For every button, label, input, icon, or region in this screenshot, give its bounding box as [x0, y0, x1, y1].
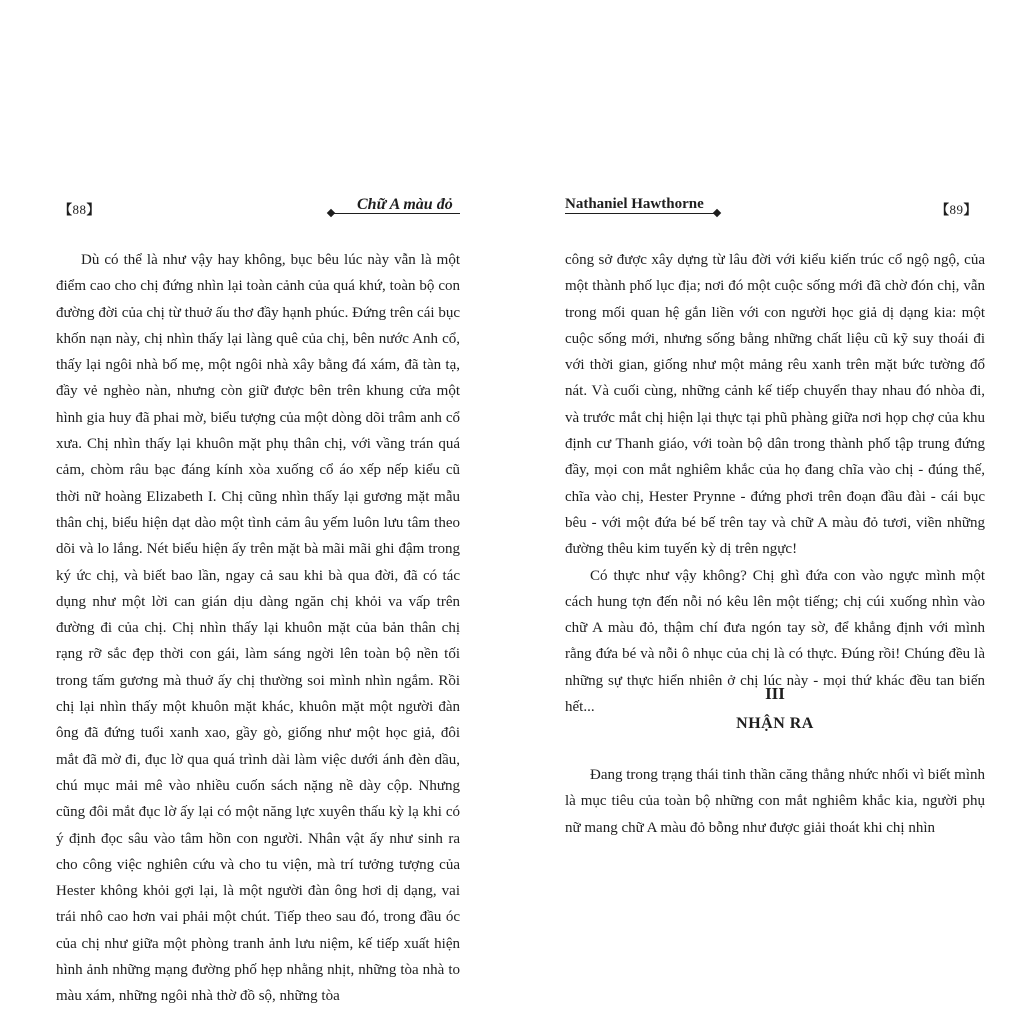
chapter-opening-paragraph: Đang trong trạng thái tinh thần căng thẳng nhức nhối vì biết mình là mục tiêu của toàn bộ những con mắt nghiêm khắc kia, người phụ nữ mang chữ A màu đỏ bỗng như được giải thoát khi chị nhìn: [565, 767, 985, 836]
header-rule-left: [330, 213, 460, 214]
paragraph-question: Có thực như vậy không? Chị ghì đứa con vào ngực mình một cách hung tợn đến nỗi nó kêu lên một tiếng; chị cúi xuống nhìn vào chữ A màu đỏ, thậm chí đưa ngón tay sờ, để khẳng định với mình rằng đứa bé và nỗi ô nhục của chị là có thực. Đúng rồi! Chúng đều là những sự thực hiển nhiên ở chị lúc này - mọi thứ khác đều tan biến hết...: [565, 567, 985, 716]
paragraph-continuation: công sở được xây dựng từ lâu đời với kiểu kiến trúc cổ ngộ ngộ, của một thành phố lục địa; nơi đó một cuộc sống mới đã chờ đón chị, vẫn trong mối quan hệ gắn liền với con người học giả dị dạng kia: một cuộc sống mới, nhưng sống bằng những chất liệu cũ kỹ suy thoái đi với thời gian, giống như một mảng rêu xanh trên mặt bức tường đổ nát. Và cuối cùng, những cảnh kế tiếp chuyển thay nhau đó nhòa đi, và trước mắt chị hiện lại thực tại phũ phàng giữa nơi họp chợ của khu định cư Thanh giáo, với toàn bộ dân trong thành phố tập trung đứng đầy, mọi con mắt nghiêm khắc của họ đang chĩa vào chị - đúng thế, chĩa vào chị, Hester Prynne - đứng phơi trên đoạn đầu đài - cái bục bêu - với một đứa bé bế trên tay và chữ A màu đỏ tươi, viền những đường thêu kim tuyến kỳ dị trên ngực!: [565, 252, 985, 558]
page-number-right: 【89】: [936, 202, 978, 217]
page-number-left: 【88】: [59, 202, 101, 217]
page-number-left-value: 88: [72, 202, 87, 217]
right-page-body-top: [565, 247, 985, 720]
header-rule-right: [565, 213, 715, 214]
left-page-body-text: Dù có thể là như vậy hay không, bục bêu lúc này vẫn là một điểm cao cho chị đứng nhìn lại toàn cảnh của quá khứ, toàn bộ con đường đời của chị từ thuở ấu thơ đầy hạnh phúc. Đứng trên cái bục khốn nạn này, chị nhìn thấy lại làng quê của chị, bên nước Anh cổ, thấy lại ngôi nhà bố mẹ, một ngôi nhà xây bằng đá xám, đã tàn tạ, đầy vẻ nghèo nàn, nhưng còn giữ được bên trên khung cửa một hình gia huy đã phai mờ, biểu tượng của một dòng dõi trâm anh cổ xưa. Chị nhìn thấy lại khuôn mặt phụ thân chị, với vầng trán quá cảm, chòm râu bạc đáng kính xòa xuống cổ áo xếp nếp kiểu cũ thời nữ hoàng Elizabeth I. Chị cũng nhìn thấy lại gương mặt mẫu thân chị, biểu hiện dạt dào một tình cảm âu yếm luôn lưu tâm theo dõi và lo lắng. Nét biểu hiện ấy trên mặt bà mãi mãi ghi đậm trong ký ức chị, và biết bao lần, ngay cả sau khi bà qua đời, đã có tác dụng như một lời can gián dịu dàng ngăn chị khỏi va vấp trên đường đi của chị. Chị nhìn thấy lại khuôn mặt của bản thân chị rạng rỡ sắc đẹp thời con gái, làm sáng ngời lên toàn bộ nền tối trong tấm gương mà thuở ấy chị thường soi mình nhìn ngắm. Rồi chị lại nhìn thấy một khuôn mặt khác, khuôn mặt một người đàn ông đã đứng tuổi xanh xao, gầy gò, giống như một học giả, đôi mắt đã mờ đi, đục lờ qua quá trình dài làm việc dưới ánh đèn dầu, chú mục mải mê vào nhiều cuốn sách nặng nề dày cộp. Nhưng cũng đôi mắt đục lờ ấy lại có một năng lực xuyên thấu kỳ lạ khi có ý định đọc sâu vào tâm hồn con người. Nhân vật ấy như sinh ra cho công việc nghiên cứu và cho tu viện, mà trí tưởng tượng của Hester không khỏi gợi lại, là một người đàn ông hơi dị dạng, vai trái nhô cao hơn vai phải một chút. Tiếp theo sau đó, trong đầu óc của chị như giữa một phòng tranh ảnh lưu niệm, kế tiếp xuất hiện hình ảnh những mạng đường phố hẹp nhằng nhịt, những tòa nhà to màu xám, những ngôi nhà thờ đồ sộ, những tòa: [56, 252, 460, 1005]
chapter-title: NHẬN RA: [736, 715, 814, 732]
running-head-book-title: Chữ A màu đỏ: [357, 196, 453, 213]
ornament-diamond-right: [713, 209, 721, 217]
chapter-number: III: [765, 684, 785, 703]
page-number-right-value: 89: [949, 202, 964, 217]
right-page: [512, 0, 1024, 1024]
running-head-author: Nathaniel Hawthorne: [565, 196, 704, 212]
